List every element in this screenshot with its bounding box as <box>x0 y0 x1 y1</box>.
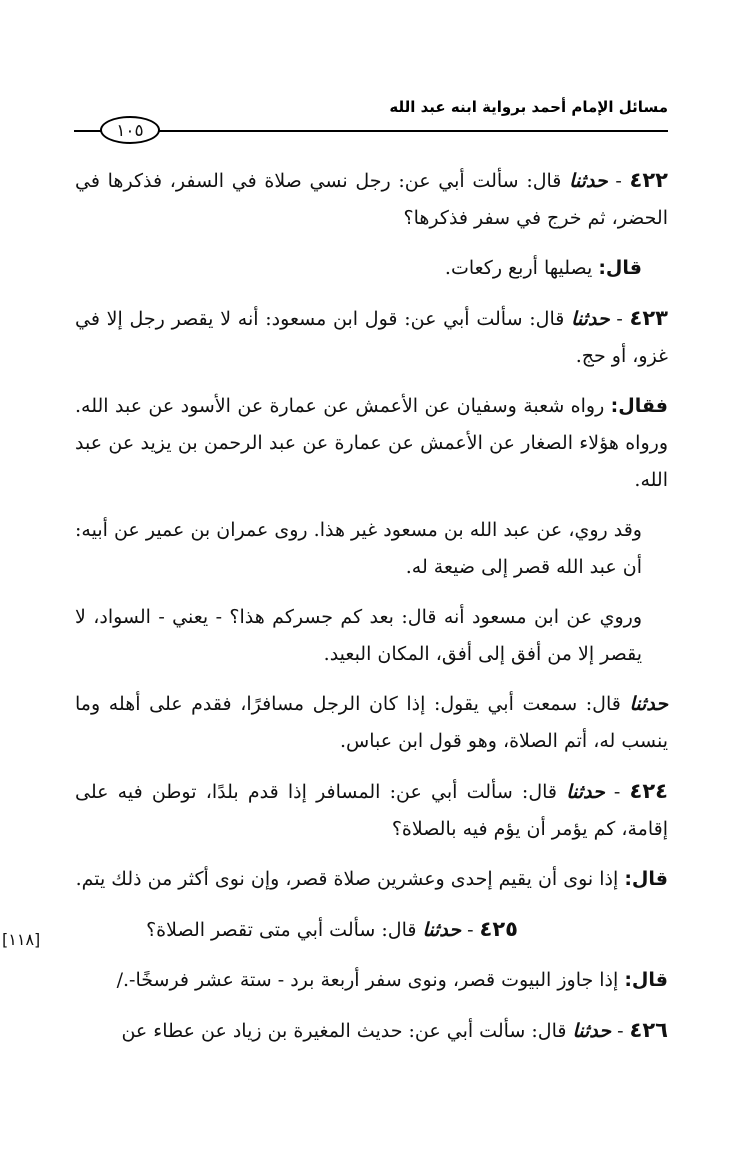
header-rule <box>100 130 668 132</box>
paragraph-text: قال: سألت أبي عن: حديث المغيرة بن زياد عن عطاء عن <box>121 1020 573 1042</box>
manuscript-folio-ref: [١١٨] <box>2 930 41 949</box>
paragraph-426 <box>75 1012 668 1050</box>
paragraph-text: قال: سألت أبي عن: رجل نسي صلاة في السفر، فذكرها في الحضر، ثم خرج في سفر فذكرها؟ <box>75 170 668 229</box>
issue-number: ٤٢٦ <box>629 1018 668 1042</box>
paragraph-text: وروي عن ابن مسعود أنه قال: بعد كم جسركم هذا؟ - يعني - السواد، لا يقصر إلا من أفق إلى أفق، المكان البعيد. <box>75 606 642 665</box>
paragraph-text: قال: سألت أبي متى تقصر الصلاة؟ <box>146 919 423 941</box>
haddathana-label: حدثنا <box>572 1020 612 1042</box>
running-header-title: مسائل الإمام أحمد برواية ابنه عبد الله <box>389 98 668 116</box>
paragraph-422 <box>75 162 668 237</box>
paragraph-424 <box>75 773 668 848</box>
faqala-label: فقال: <box>610 395 668 417</box>
body-text <box>75 162 668 1063</box>
dash: - <box>615 170 622 192</box>
paragraph-text: قال: سألت أبي عن: قول ابن مسعود: أنه لا يقصر رجل إلا في غزو، أو حج. <box>75 308 668 367</box>
dash: - <box>467 919 474 941</box>
issue-number: ٤٢٤ <box>629 779 668 803</box>
paragraph-425 <box>75 911 668 949</box>
haddathana-label: حدثنا <box>566 781 605 803</box>
issue-number: ٤٢٢ <box>629 168 668 192</box>
paragraph-text: وقد روي، عن عبد الله بن مسعود غير هذا. روى عمران بن عمير عن أبيه: أن عبد الله قصر إلى ضيعة له. <box>75 519 642 578</box>
page-number: ١٠٥ <box>100 116 160 144</box>
qala-label: قال: <box>598 257 642 279</box>
issue-number: ٤٢٣ <box>629 306 668 330</box>
paragraph-narration-1 <box>75 512 668 586</box>
issue-number: ٤٢٥ <box>479 917 518 941</box>
haddathana-label: حدثنا <box>629 693 668 715</box>
answer-423 <box>75 388 668 499</box>
paragraph-narration-2 <box>75 599 668 673</box>
haddathana-label: حدثنا <box>422 919 462 941</box>
paragraph-haddathana <box>75 686 668 760</box>
answer-424 <box>75 861 668 898</box>
answer-422 <box>75 250 668 287</box>
dash: - <box>616 308 623 330</box>
haddathana-label: حدثنا <box>571 308 610 330</box>
paragraph-text: إذا نوى أن يقيم إحدى وعشرين صلاة قصر، وإن نوى أكثر من ذلك يتم. <box>75 868 625 890</box>
paragraph-text: قال: سمعت أبي يقول: إذا كان الرجل مسافرًا، فقدم على أهله وما ينسب له، أتم الصلاة، وهو قول ابن عباس. <box>75 693 668 752</box>
answer-425 <box>75 962 668 999</box>
qala-label: قال: <box>624 868 668 890</box>
dash: - <box>617 1020 624 1042</box>
haddathana-label: حدثنا <box>569 170 608 192</box>
paragraph-text: إذا جاوز البيوت قصر، ونوى سفر أربعة برد - ستة عشر فرسخًا-./ <box>116 969 625 991</box>
paragraph-text: قال: سألت أبي عن: المسافر إذا قدم بلدًا، توطن فيه على إقامة، كم يؤمر أن يؤم فيه بالصلاة؟ <box>75 781 668 840</box>
qala-label: قال: <box>624 969 668 991</box>
paragraph-text: يصليها أربع ركعات. <box>444 257 599 279</box>
paragraph-423 <box>75 300 668 375</box>
dash: - <box>613 781 621 803</box>
paragraph-text: رواه شعبة وسفيان عن الأعمش عن عمارة عن الأسود عن عبد الله. ورواه هؤلاء الصغار عن الأعمش عن عمارة عن عبد الرحمن بن يزيد عن عبد الله. <box>75 395 668 491</box>
